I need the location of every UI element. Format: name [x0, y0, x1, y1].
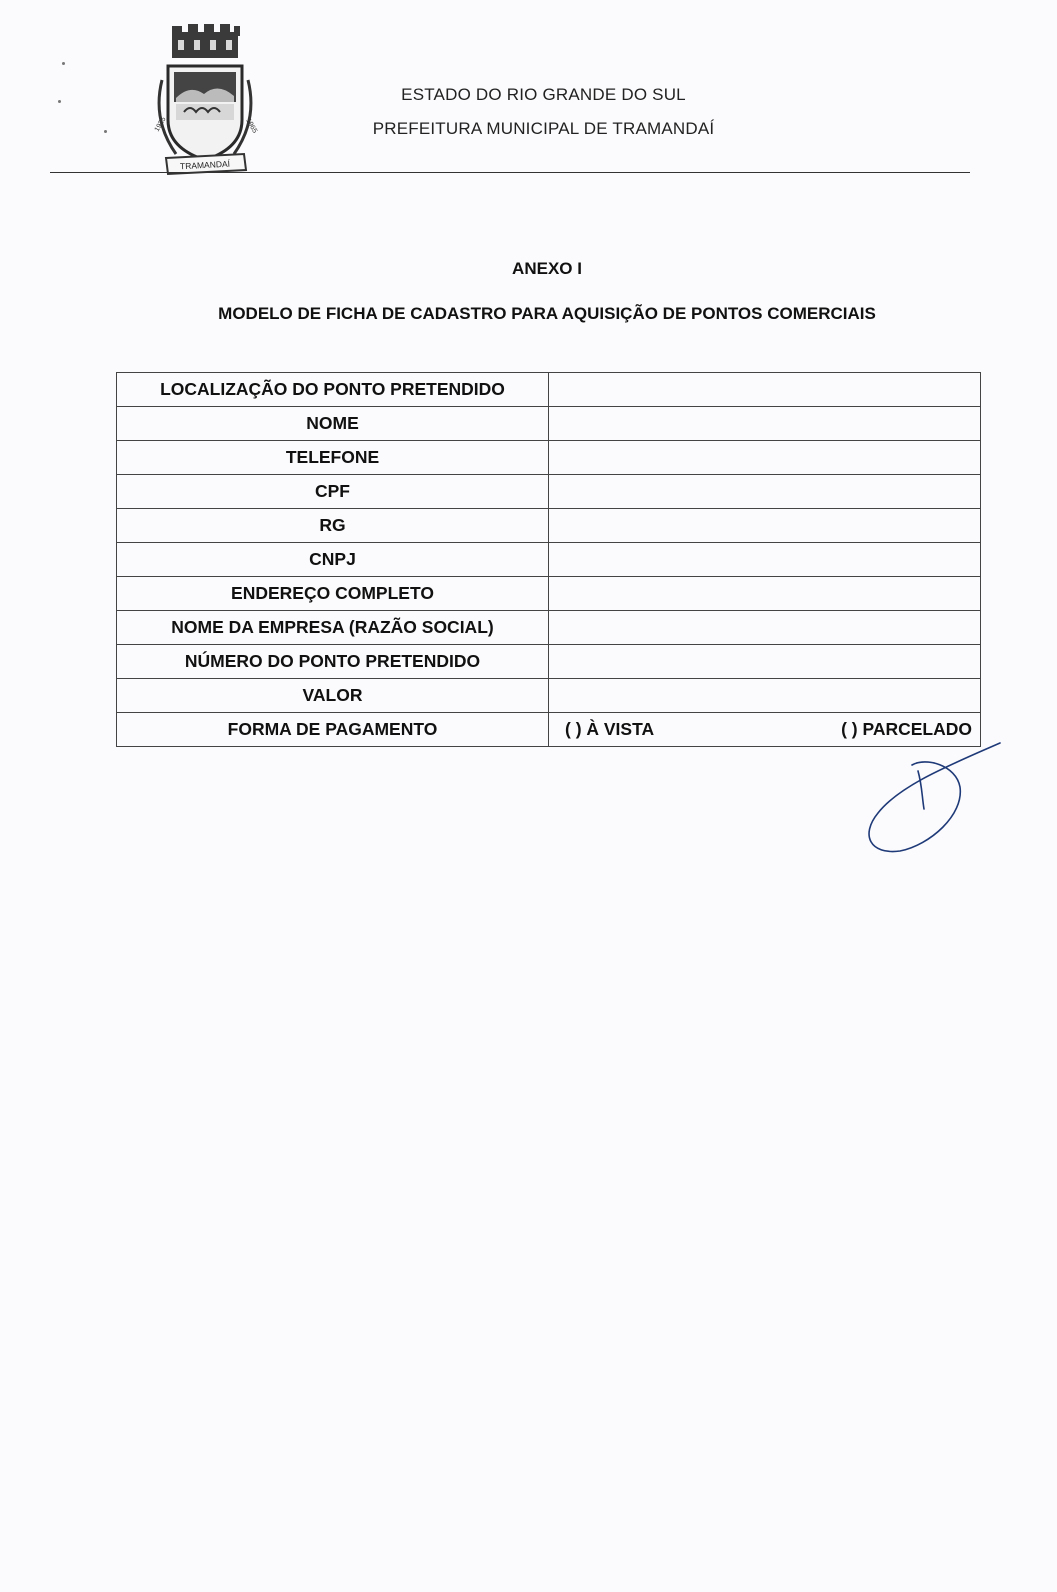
state-name: ESTADO DO RIO GRANDE DO SUL: [401, 85, 686, 104]
scan-speck: [58, 100, 61, 103]
scan-speck: [104, 130, 107, 133]
row-field-phone[interactable]: [549, 441, 981, 475]
form-title: MODELO DE FICHA DE CADASTRO PARA AQUISIÇÃO DE PONTOS COMERCIAIS: [218, 304, 876, 323]
row-label-payment: FORMA DE PAGAMENTO: [117, 713, 549, 747]
row-label-spot-number: NÚMERO DO PONTO PRETENDIDO: [117, 645, 549, 679]
table-row: [117, 475, 981, 509]
svg-text:TRAMANDAÍ: TRAMANDAÍ: [179, 158, 231, 172]
table-row: [117, 373, 981, 407]
row-label-company-name: NOME DA EMPRESA (RAZÃO SOCIAL): [117, 611, 549, 645]
svg-text:1925: 1925: [153, 116, 168, 133]
payment-option-installments[interactable]: ( ) PARCELADO: [841, 719, 972, 739]
annex-heading: ANEXO I: [512, 259, 582, 278]
row-field-location[interactable]: [549, 373, 981, 407]
row-field-cpf[interactable]: [549, 475, 981, 509]
row-field-value[interactable]: [549, 679, 981, 713]
row-label-phone: TELEFONE: [117, 441, 549, 475]
row-field-cnpj[interactable]: [549, 543, 981, 577]
row-label-location: LOCALIZAÇÃO DO PONTO PRETENDIDO: [117, 373, 549, 407]
svg-text:1965: 1965: [244, 117, 259, 135]
table-row: [117, 543, 981, 577]
payment-option-cash[interactable]: ( ) À VISTA: [565, 719, 655, 739]
table-row: [117, 509, 981, 543]
table-row: [117, 645, 981, 679]
header-divider: [50, 172, 970, 173]
table-row: [117, 679, 981, 713]
scan-speck: [62, 62, 65, 65]
table-row: [117, 713, 981, 747]
row-label-rg: RG: [117, 509, 549, 543]
registration-form-table: [116, 372, 981, 747]
row-field-company-name[interactable]: [549, 611, 981, 645]
row-label-address: ENDEREÇO COMPLETO: [117, 577, 549, 611]
row-label-name: NOME: [117, 407, 549, 441]
row-label-cpf: CPF: [117, 475, 549, 509]
table-row: [117, 611, 981, 645]
prefecture-name: PREFEITURA MUNICIPAL DE TRAMANDAÍ: [372, 119, 715, 138]
table-row: [117, 577, 981, 611]
row-field-name[interactable]: [549, 407, 981, 441]
table-row: [117, 441, 981, 475]
row-label-cnpj: CNPJ: [117, 543, 549, 577]
row-label-value: VALOR: [117, 679, 549, 713]
row-field-address[interactable]: [549, 577, 981, 611]
table-row: [117, 407, 981, 441]
row-field-spot-number[interactable]: [549, 645, 981, 679]
signature-initials: [860, 735, 1020, 875]
row-field-rg[interactable]: [549, 509, 981, 543]
